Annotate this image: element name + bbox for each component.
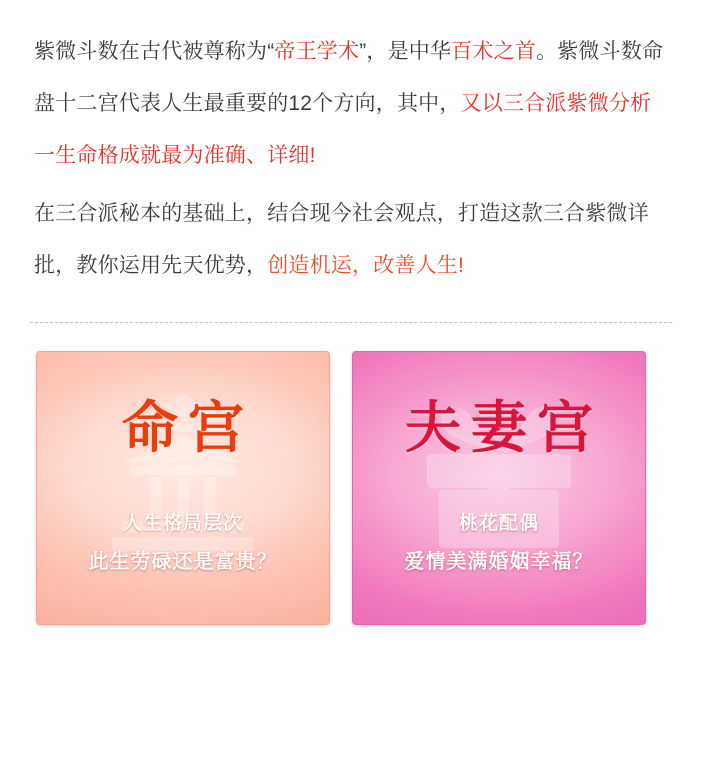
card-content bbox=[37, 352, 329, 624]
card-question: 此生劳碌还是富贵？ bbox=[88, 550, 278, 573]
card-subtitle: 桃花配偶 bbox=[458, 512, 539, 534]
text-segment-highlight: 创造机运，改善人生! bbox=[267, 254, 465, 277]
text-segment: 。紫微斗数命盘十二宫代表人生最重要的12个方向，其中， bbox=[34, 40, 664, 115]
text-segment-highlight: 百术之首 bbox=[451, 40, 537, 63]
intro-text-block bbox=[0, 0, 702, 292]
card-fuqi-gong[interactable] bbox=[352, 351, 646, 625]
text-segment: 紫微斗数在古代被尊称为“ bbox=[34, 40, 275, 63]
card-row bbox=[0, 323, 702, 625]
text-segment-highlight: 又以三合派紫微分析一生命格成就最为准确、详细! bbox=[34, 92, 652, 167]
card-content bbox=[353, 352, 645, 624]
card-ming-gong[interactable] bbox=[36, 351, 330, 625]
card-title: 命宫 bbox=[122, 396, 254, 461]
card-question: 爱情美满婚姻幸福？ bbox=[404, 550, 594, 573]
text-segment-highlight: 帝王学术 bbox=[274, 40, 360, 63]
card-subtitle: 人生格局层次 bbox=[122, 512, 243, 534]
text-segment: ”，是中华 bbox=[359, 40, 452, 63]
card-title: 夫妻宫 bbox=[405, 396, 603, 461]
text-segment: 在三合派秘本的基础上，结合现今社会观点，打造这款三合紫微详批，教你运用先天优势， bbox=[34, 202, 649, 277]
paragraph-1 bbox=[34, 26, 670, 182]
paragraph-2 bbox=[34, 188, 670, 292]
